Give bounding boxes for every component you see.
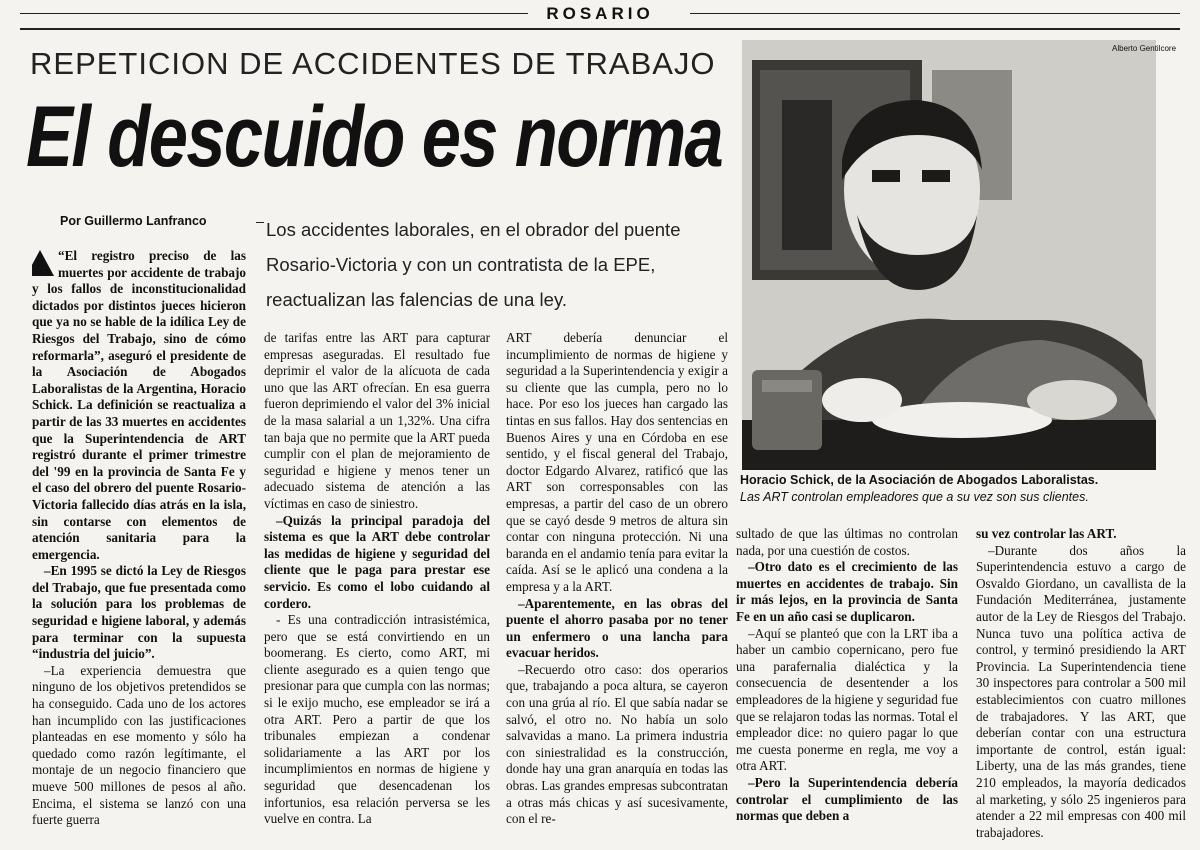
- byline-rule: [256, 222, 264, 223]
- article-kicker: REPETICION DE ACCIDENTES DE TRABAJO: [30, 46, 716, 81]
- column-5: [976, 526, 1186, 846]
- paragraph: “El registro preciso de las muertes por accidente de trabajo y los fallos de inconstitucionalidad dictados por distintos jueces hicieron que ya no se hable de la idílica Ley de Riesgos del Trabajo, sino de cómo reformarla”, aseguró el presidente de la Asociación de Abogados Laboralistas de la Argentina, Horacio Schick. La definición se reactualiza a partir de las 33 muertes en accidentes que la Superintendencia de ART registró durante el primer trimestre del '99 en la provincia de Santa Fe y el caso del obrero del puente Rosario-Victoria fallecido días atrás en la isla, sin contarse con elementos de atención sanitaria para la emergencia.: [32, 248, 246, 562]
- byline: Por Guillermo Lanfranco: [60, 214, 207, 228]
- paragraph: - Es una contradicción intrasistémica, pero que se está convirtiendo en un boomerang. Es cierto, como ART, mi cliente asegurado es a quien tengo que presionar para que cumpla con las normas; si le exijo mucho, ese empleador se irá a otra ART. Pero a partir de que los tribunales empiezan a condenar solidariamente a las ART por los incumplimientos en normas de higiene y seguridad que desencadenan los infortunios, esa relación perversa se les vuelve en contra. La: [264, 612, 490, 827]
- column-2: [264, 330, 490, 846]
- paragraph: –Quizás la principal paradoja del sistema es que la ART debe controlar las medidas de higiene y seguridad del cliente que le paga para prestar ese servicio. Es como el lobo cuidando al cordero.: [264, 512, 490, 611]
- header-rule-left: [20, 13, 528, 14]
- paragraph: –Otro dato es el crecimiento de las muertes en accidentes de trabajo. Sin ir más lejos, en la provincia de Santa Fe en un año casi se duplicaron.: [736, 559, 958, 624]
- paragraph: –En 1995 se dictó la Ley de Riesgos del Trabajo, que fue presentada como la solución para los problemas de seguridad e higiene laboral, y además para terminar con la supuesta “industria del juicio”.: [32, 563, 246, 662]
- paragraph: –Aquí se planteó que con la LRT iba a haber un cambio copernicano, pero fue una parafernalia dialéctica y la consecuencia de desentender a los empleadores de la higiene y seguridad fue que se relajaron todas las normas. Total el empleador dice: no quiero pagar lo que me cuesta ponerme en regla, me voy a otra ART.: [736, 625, 958, 774]
- paragraph: –La experiencia demuestra que ninguno de los objetivos pretendidos se ha conseguido. Cada uno de los actores han incumplido con las justificaciones planteadas en ese momento y sólo ha quedado como razón legítimante, el montaje de un negocio financiero que mueve 500 millones de pesos al año. Encima, el sistema se lanzó con una fuerte guerra: [32, 662, 246, 828]
- article-headline: El descuido es norma: [26, 89, 723, 185]
- photo-illustration: [742, 40, 1156, 470]
- section-title: ROSARIO: [546, 4, 654, 23]
- header-rule-right: [690, 13, 1180, 14]
- paragraph: –Durante dos años la Superintendencia estuvo a cargo de Osvaldo Giordano, un cavallista de la Fundación Mediterránea, justamente autor de la Ley de Riesgos del Trabajo. Nunca tuvo una política activa de control, y terminó presidiendo la ART Provincia. La Superintendencia tiene 30 inspectores para controlar a 500 mil establecimientos con cuatro millones de trabajadores. Y las ART, que deberían contar con una estructura importante de control, están igual: Liberty, una de las más grandes, tiene 210 empleados, la mayoría dedicados al marketing, y sólo 25 ingenieros para atender a 22 mil empresas con 400 mil trabajadores.: [976, 542, 1186, 840]
- column-3: [506, 330, 728, 846]
- photo-caption: Horacio Schick, de la Asociación de Abogados Laboralistas.: [740, 473, 1099, 487]
- header-rule-bottom: [20, 28, 1180, 30]
- column-4: [736, 526, 958, 846]
- paragraph: ART debería denunciar el incumplimiento de normas de higiene y seguridad a la Superintendencia y exigir a su cliente que las cumpla, pero no lo hace. Por eso los jueces han cargado las tintas en sus fallos. Hay dos sentencias en Buenos Aires y una en Córdoba en ese sentido, y el fiscal general del Trabajo, doctor Edgardo Alvarez, ratificó que las ART son corresponsables con las empresas, a partir del caso de un obrero que se cayó desde 9 metros de altura sin contar con ninguna protección. Ni una baranda en el andamio tenía para evitar la caída. Así se le aplicó una condena a la empresa y a la ART.: [506, 330, 728, 594]
- photo-credit: Alberto Gentilcore: [1112, 44, 1177, 53]
- paragraph: –Pero la Superintendencia debería controlar el cumplimiento de las normas que deben a: [736, 774, 958, 824]
- column-1: [32, 248, 246, 846]
- paragraph: de tarifas entre las ART para capturar empresas aseguradas. El resultado fue deprimir el valor de la alícuota de cada uno que las ART ofrecían. En esa guerra fueron deprimiendo el valor del 3% inicial de la masa salarial a un 1,32%. Una cifra tan baja que no permite que la ART pueda cumplir con el plan de mejoramiento de seguridad e higiene y menos tener un adecuado sistema de atención a las víctimas en caso de siniestro.: [264, 330, 490, 511]
- paragraph: –Aparentemente, en las obras del puente el ahorro pasaba por no tener un enfermero o una lancha para evacuar heridos.: [506, 595, 728, 661]
- paragraph: –Recuerdo otro caso: dos operarios que, trabajando a poca altura, se cayeron con una grúa al río. El que sabía nadar se salvó, el otro no. No había un solo salvavidas a mano. La primera industria con siniestralidad es la construcción, donde hay una gran anarquía en todas las obras. Las grandes empresas subcontratan a otras más chicas y así sucesivamente, con el re-: [506, 661, 728, 827]
- lede: Los accidentes laborales, en el obrador del puente Rosario-Victoria y con un contratista de la EPE, reactualizan las falencias de una ley.: [266, 219, 681, 310]
- photo-subcaption: Las ART controlan empleadores que a su vez son sus clientes.: [740, 490, 1089, 504]
- paragraph: sultado de que las últimas no controlan nada, por una cuestión de costos.: [736, 526, 958, 558]
- paragraph: su vez controlar las ART.: [976, 526, 1117, 541]
- drop-cap-triangle-icon: [32, 250, 54, 276]
- photo: [742, 40, 1156, 470]
